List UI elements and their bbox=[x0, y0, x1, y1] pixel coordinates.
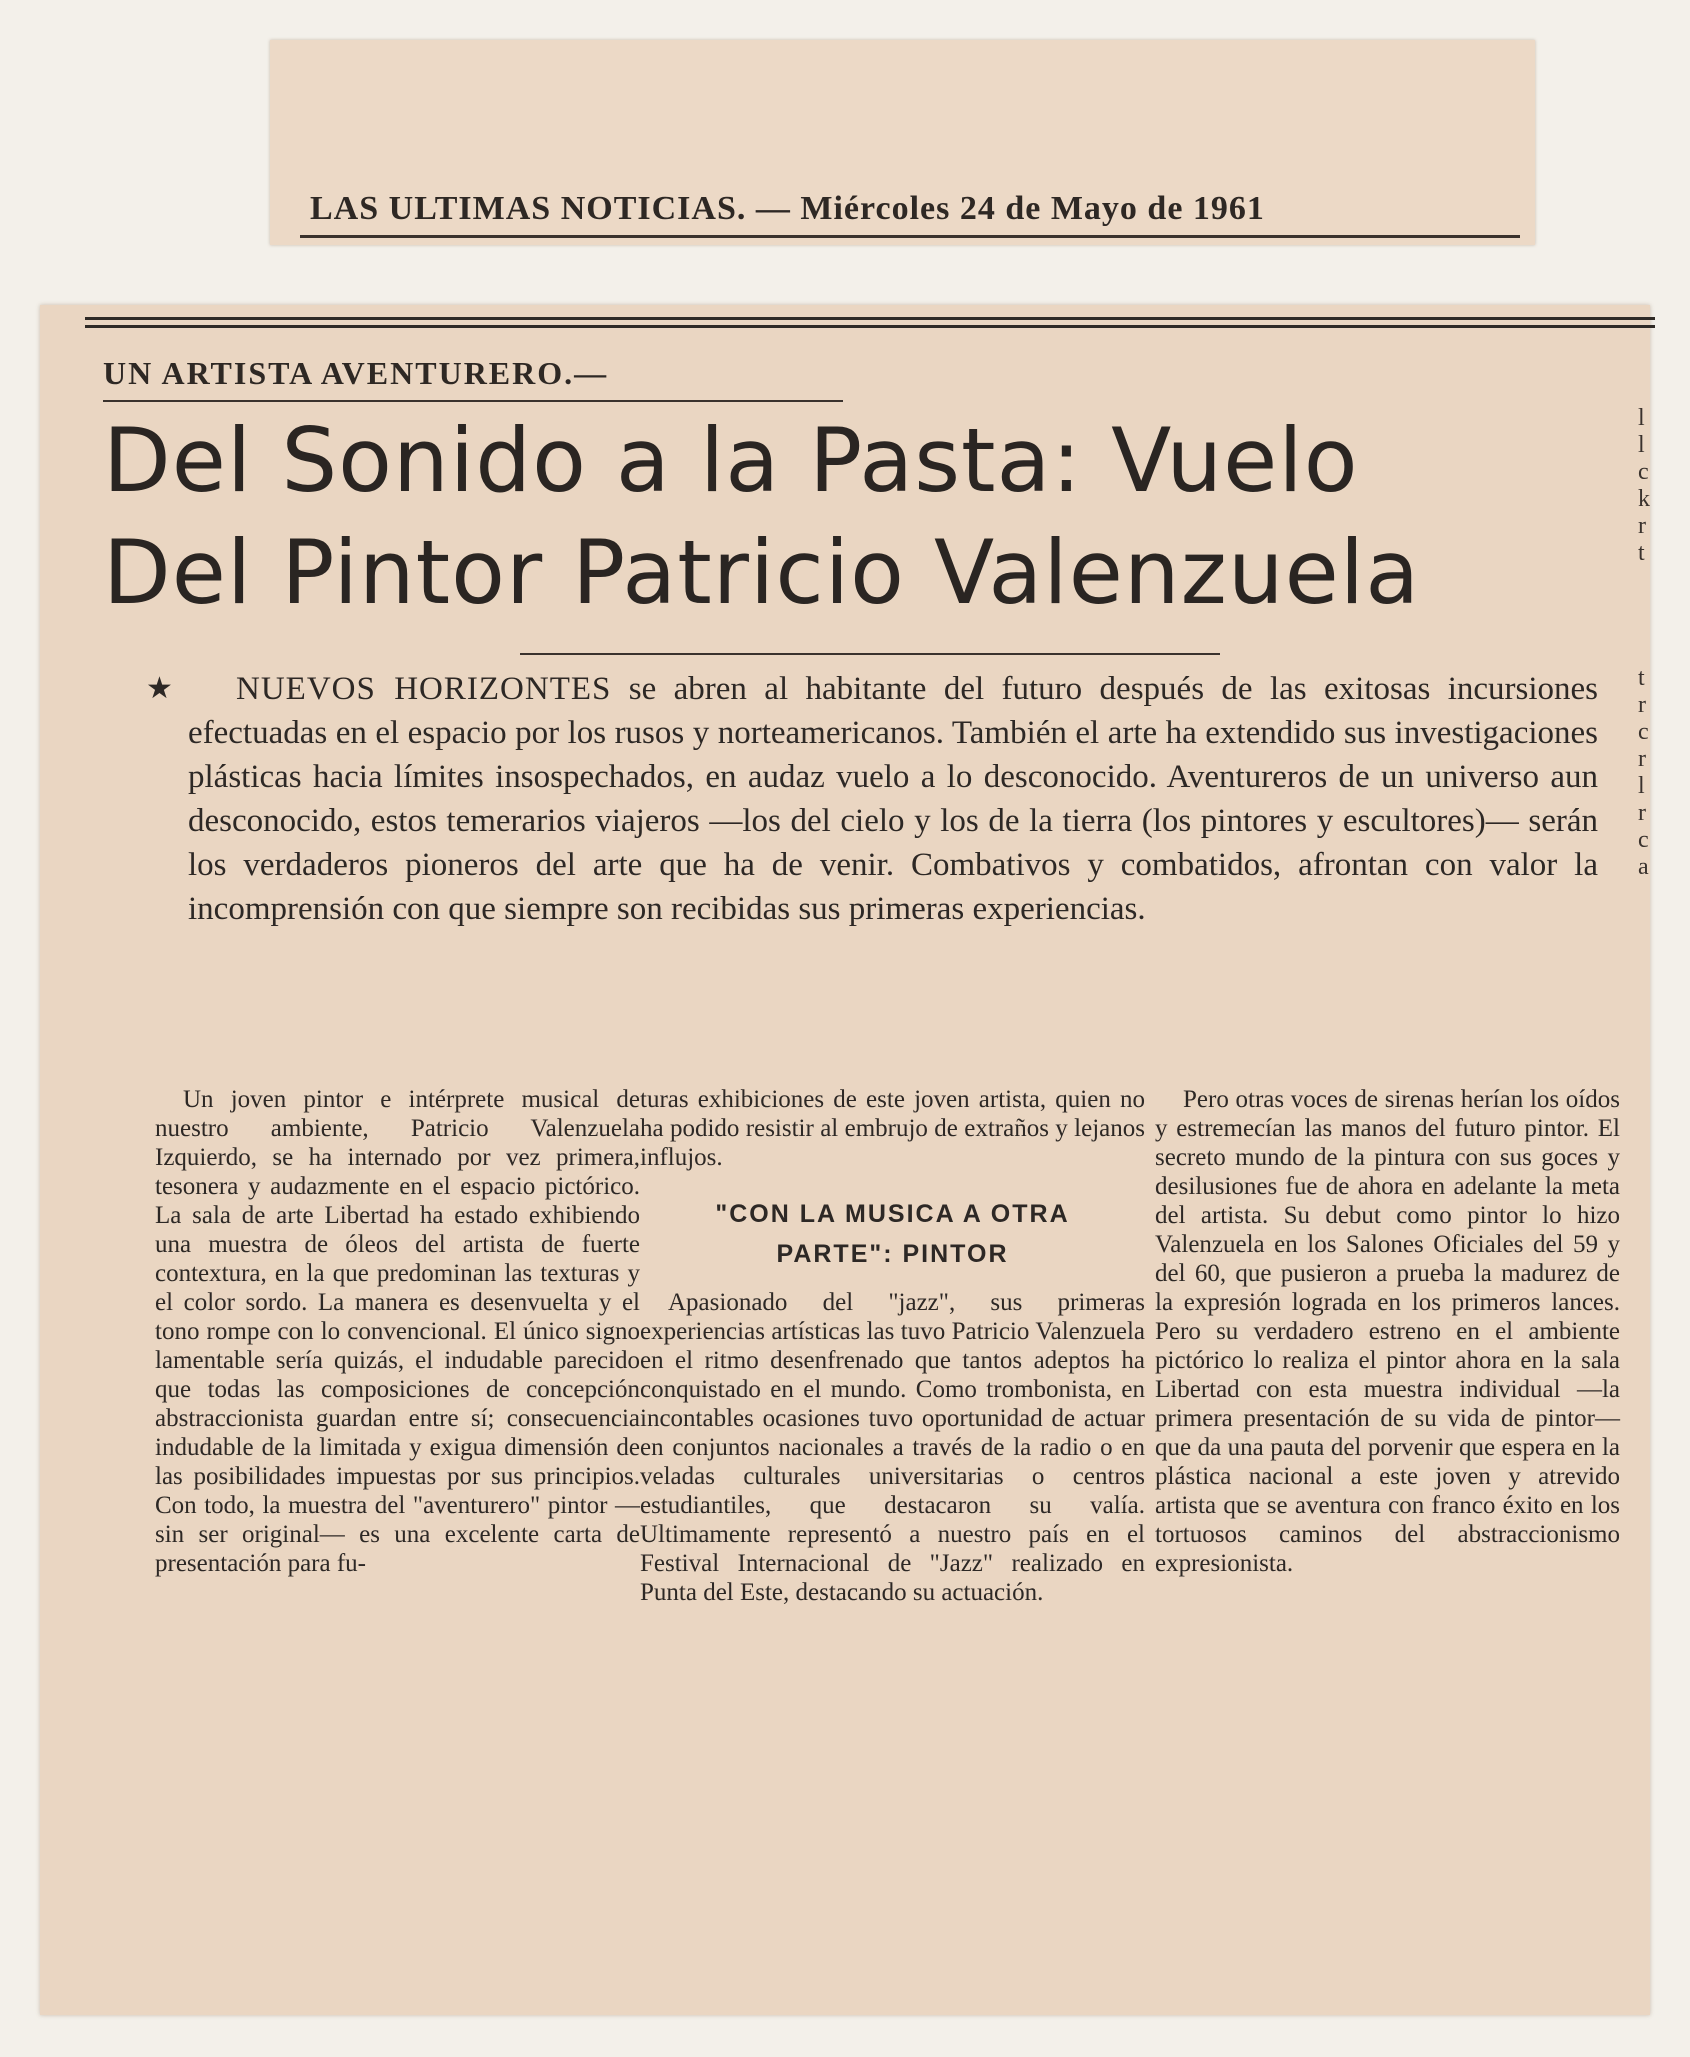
subhead-line-1: "CON LA MUSICA A OTRA bbox=[715, 1200, 1070, 1228]
edge-letter: r bbox=[1638, 800, 1646, 826]
edge-letter: c bbox=[1638, 719, 1649, 745]
edge-letter: r bbox=[1638, 746, 1646, 772]
column-3-text: Pero otras voces de sirenas herían los oídos y estremecían las manos del futuro pintor. El secreto mundo de la pintura con sus goces y desilusiones fue de ahora en adelante la meta del artista. Su debut como pintor lo hizo Valenzuela en los Salones Oficiales del 59 y del 60, que pusieron a prueba la madurez de la expresión lograda en los primeros lances. Pero su verdadero estreno en el ambiente pictórico lo realiza el pintor ahora en la sala Libertad con esta muestra individual —la primera presentación de su vida de pintor— que da una pauta del porvenir que espera en la plástica nacional a este joven y atrevido artista que se aventura con franco éxito en los tortuosos caminos del abstraccionismo expresionista. bbox=[1155, 1086, 1620, 1577]
adjacent-column-fragments-lower bbox=[1638, 665, 1650, 881]
column-1 bbox=[155, 1085, 640, 1578]
edge-letter: r bbox=[1638, 513, 1646, 539]
deck-rule bbox=[520, 653, 1220, 655]
masthead-clipping bbox=[270, 40, 1535, 245]
star-icon: ★ bbox=[146, 672, 173, 705]
edge-letter: t bbox=[1638, 540, 1645, 566]
headline-line-1: Del Sonido a la Pasta: Vuelo bbox=[103, 409, 1359, 512]
headline-line-2: Del Pintor Patricio Valenzuela bbox=[103, 521, 1421, 624]
kicker-rule bbox=[103, 400, 843, 402]
kicker: UN ARTISTA AVENTURERO.— bbox=[103, 355, 609, 391]
column-1-text: Un joven pintor e intérprete musical de nuestro ambiente, Patricio Valenzuela Izquierdo, se ha internado por vez primera, tesonera y audazmente en el espacio pictórico. La sala de arte Libertad ha estado exhibiendo una muestra de óleos del artista de fuerte contextura, en la que predominan las texturas y el color sordo. La manera es desenvuelta y el tono rompe con lo convencional. El único signo lamentable sería quizás, el indudable parecido que todas las composiciones de concepción abstraccionista guardan entre sí; consecuencia indudable de la limitada y exigua dimensión de las posibilidades impuestas por sus principios. Con todo, la muestra del "aventurero" pintor —sin ser original— es una excelente carta de presentación para fu- bbox=[155, 1086, 640, 1577]
adjacent-column-fragments-upper bbox=[1638, 405, 1650, 567]
edge-letter: l bbox=[1638, 405, 1645, 431]
top-double-rule-b bbox=[85, 325, 1655, 328]
edge-letter: c bbox=[1638, 827, 1649, 853]
lede-text: se abren al habitante del futuro después de las exitosas incursiones efectuadas en el espacio por los rusos y norteamericanos. También el arte ha extendido sus investigaciones plásticas hacia límites insospechados, en audaz vuelo a lo desconocido. Aventureros de un universo aun desconocido, estos temerarios viajeros —los del cielo y los de la tierra (los pintores y escultores)— serán los verdaderos pioneros del arte que ha de venir. Combativos y combatidos, afrontan con valor la incomprensión con que siempre son recibidas sus primeras experiencias. bbox=[188, 671, 1598, 927]
column-2-intro: turas exhibiciones de este joven artista, quien no ha podido resistir al embrujo de extraños y lejanos influjos. bbox=[640, 1086, 1145, 1171]
edge-letter: k bbox=[1638, 486, 1650, 512]
article-clipping bbox=[40, 305, 1650, 2015]
lede-lead-words: NUEVOS HORIZONTES bbox=[236, 671, 612, 707]
edge-letter: r bbox=[1638, 692, 1646, 718]
column-3 bbox=[1155, 1085, 1620, 1578]
edge-letter: a bbox=[1638, 854, 1649, 880]
edge-letter: l bbox=[1638, 773, 1645, 799]
edge-letter: c bbox=[1638, 459, 1649, 485]
masthead-rule bbox=[300, 235, 1520, 238]
edge-letter: l bbox=[1638, 432, 1645, 458]
masthead-line: LAS ULTIMAS NOTICIAS. — Miércoles 24 de Mayo de 1961 bbox=[310, 190, 1265, 227]
column-2-body: Apasionado del "jazz", sus primeras experiencias artísticas las tuvo Patricio Valenzuela en el ritmo desenfrenado que tantos adeptos ha conquistado en el mundo. Como trombonista, en incontables ocasiones tuvo oportunidad de actuar en conjuntos nacionales a través de la radio o en veladas culturales universitarias o centros estudiantiles, que destacaron su valía. Ultimamente representó a nuestro país en el Festival Internacional de "Jazz" realizado en Punta del Este, destacando su actuación. bbox=[640, 1289, 1145, 1606]
top-double-rule-a bbox=[85, 317, 1655, 320]
column-2-subhead bbox=[640, 1194, 1145, 1274]
headline bbox=[103, 405, 1643, 629]
edge-letter: t bbox=[1638, 665, 1645, 691]
subhead-line-2: PARTE": PINTOR bbox=[776, 1240, 1009, 1268]
lede-paragraph bbox=[146, 667, 1598, 931]
column-2 bbox=[640, 1085, 1145, 1607]
